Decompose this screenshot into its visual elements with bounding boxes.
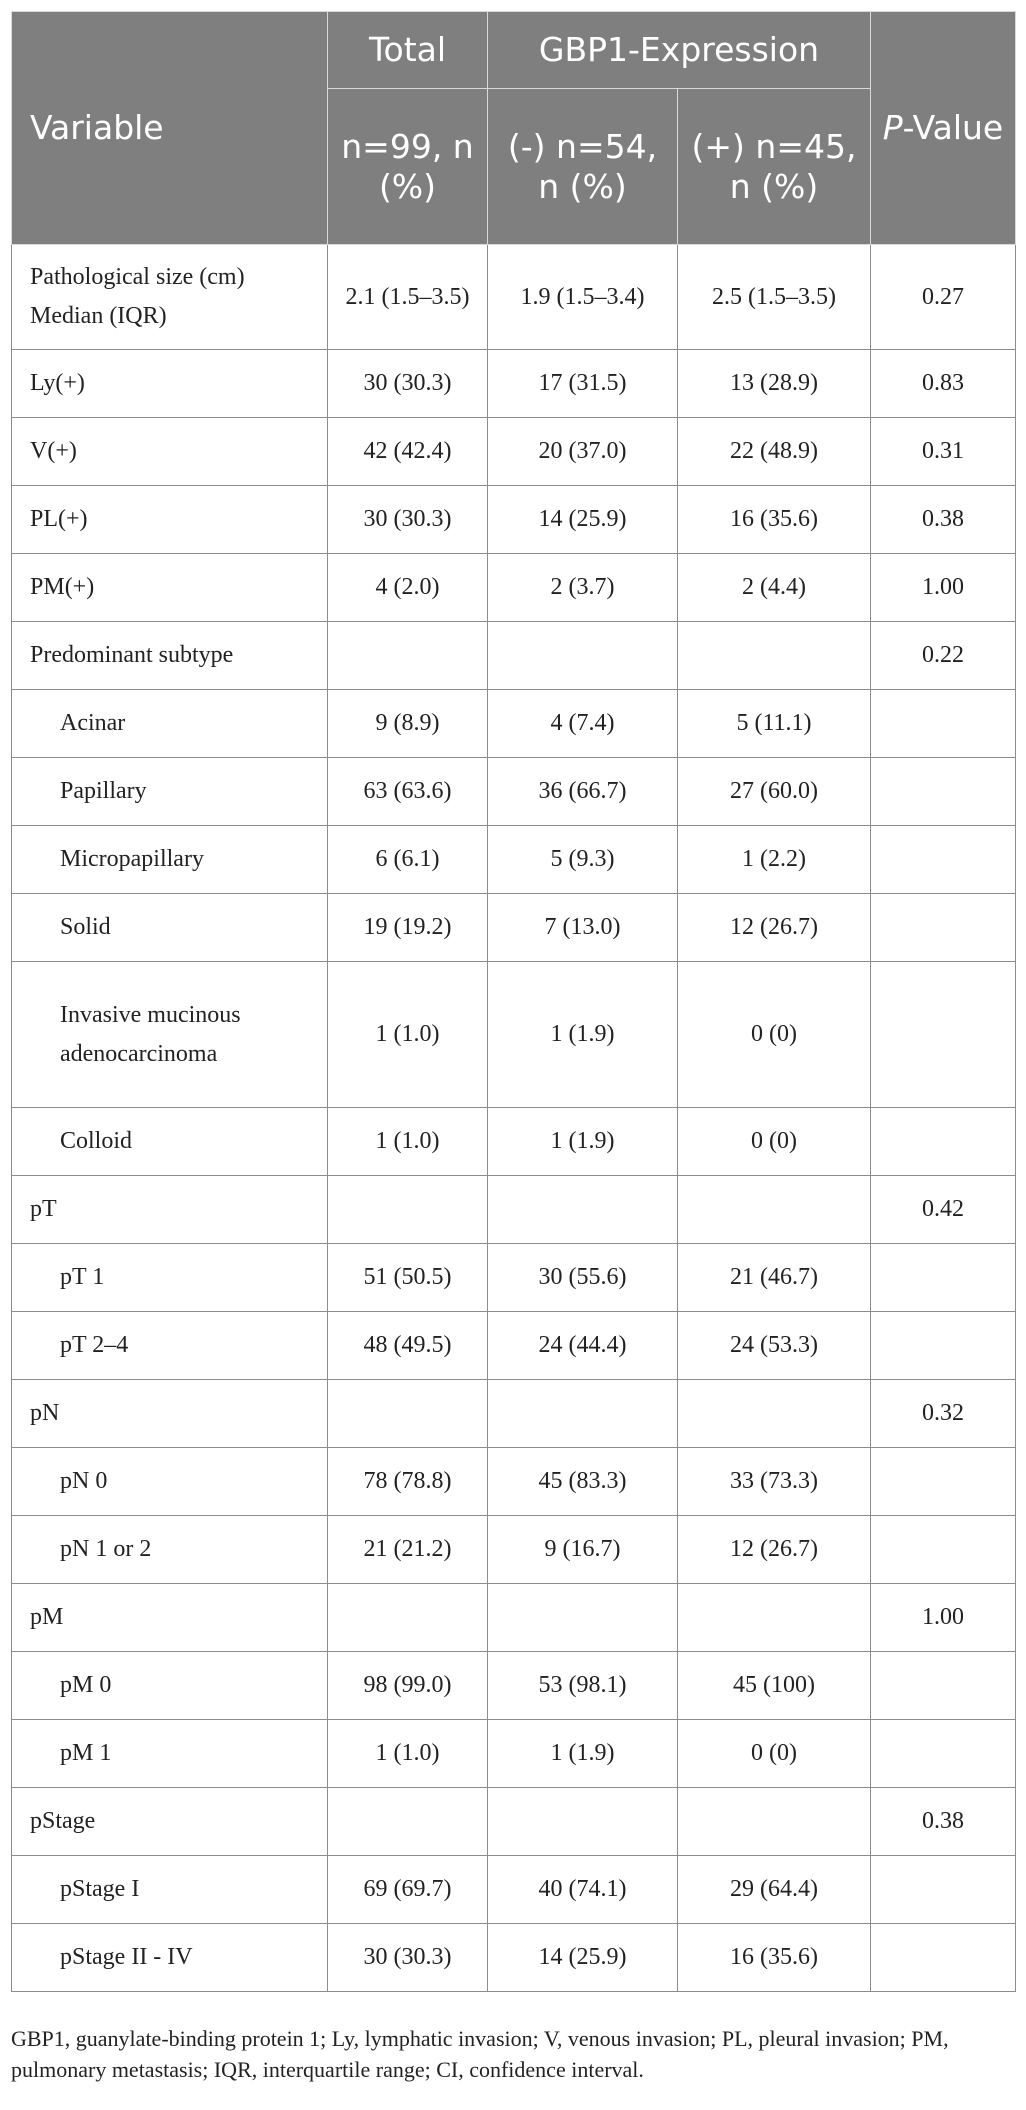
cell-total: 63 (63.6) [328, 758, 488, 826]
cell-p-value: 1.00 [871, 554, 1016, 622]
cell-total: 42 (42.4) [328, 418, 488, 486]
cell-variable: Acinar [12, 690, 328, 758]
cell-total: 69 (69.7) [328, 1856, 488, 1924]
table-row [12, 1448, 1016, 1516]
cell-variable: pStage [12, 1788, 328, 1856]
cell-gbp1-positive: 45 (100) [678, 1652, 871, 1720]
cell-total: 6 (6.1) [328, 826, 488, 894]
header-row-top [12, 12, 1016, 89]
cell-gbp1-negative: 24 (44.4) [488, 1312, 678, 1380]
cell-gbp1-positive [678, 1380, 871, 1448]
table-row [12, 1244, 1016, 1312]
cell-p-value [871, 758, 1016, 826]
table-row [12, 245, 1016, 350]
cell-gbp1-positive: 5 (11.1) [678, 690, 871, 758]
cell-p-value [871, 1448, 1016, 1516]
header-negative-n: (-) n=54, n (%) [488, 89, 678, 245]
table-row [12, 1176, 1016, 1244]
cell-gbp1-negative: 1.9 (1.5–3.4) [488, 245, 678, 350]
cell-gbp1-positive: 33 (73.3) [678, 1448, 871, 1516]
cell-variable: Solid [12, 894, 328, 962]
cell-gbp1-positive: 13 (28.9) [678, 350, 871, 418]
cell-gbp1-negative: 40 (74.1) [488, 1856, 678, 1924]
cell-variable: pN 1 or 2 [12, 1516, 328, 1584]
header-p-value [871, 12, 1016, 245]
cell-gbp1-positive: 0 (0) [678, 962, 871, 1108]
table-row [12, 1788, 1016, 1856]
cell-p-value [871, 1516, 1016, 1584]
header-p-value-p: P [882, 108, 903, 147]
cell-variable: pN 0 [12, 1448, 328, 1516]
table-row [12, 1924, 1016, 1992]
cell-gbp1-positive: 2.5 (1.5–3.5) [678, 245, 871, 350]
cell-total: 1 (1.0) [328, 1108, 488, 1176]
table-row [12, 554, 1016, 622]
cell-total: 78 (78.8) [328, 1448, 488, 1516]
cell-variable: pN [12, 1380, 328, 1448]
cell-gbp1-positive: 27 (60.0) [678, 758, 871, 826]
table-row [12, 1720, 1016, 1788]
cell-total: 98 (99.0) [328, 1652, 488, 1720]
cell-variable: Predominant subtype [12, 622, 328, 690]
cell-gbp1-negative: 53 (98.1) [488, 1652, 678, 1720]
cell-variable: Pathological size (cm) Median (IQR) [12, 245, 328, 350]
cell-gbp1-positive: 1 (2.2) [678, 826, 871, 894]
cell-variable: Micropapillary [12, 826, 328, 894]
table-footnote: GBP1, guanylate-binding protein 1; Ly, lymphatic invasion; V, venous invasion; PL, pleural invasion; PM, pulmonary metastasis; IQR, interquartile range; CI, confidence interval. [11, 2026, 949, 2082]
cell-p-value [871, 1720, 1016, 1788]
cell-p-value [871, 1244, 1016, 1312]
cell-gbp1-negative: 45 (83.3) [488, 1448, 678, 1516]
cell-gbp1-negative: 30 (55.6) [488, 1244, 678, 1312]
cell-p-value: 0.42 [871, 1176, 1016, 1244]
cell-p-value: 0.27 [871, 245, 1016, 350]
cell-gbp1-negative: 1 (1.9) [488, 962, 678, 1108]
table-row [12, 1380, 1016, 1448]
cell-variable: pStage II - IV [12, 1924, 328, 1992]
table-row [12, 894, 1016, 962]
cell-total: 48 (49.5) [328, 1312, 488, 1380]
cell-total [328, 1380, 488, 1448]
table-row [12, 758, 1016, 826]
cell-variable: V(+) [12, 418, 328, 486]
cell-total: 30 (30.3) [328, 486, 488, 554]
cell-gbp1-positive [678, 1788, 871, 1856]
cell-gbp1-negative [488, 622, 678, 690]
table-row [12, 826, 1016, 894]
cell-gbp1-negative: 7 (13.0) [488, 894, 678, 962]
cell-gbp1-negative [488, 1380, 678, 1448]
cell-gbp1-negative: 17 (31.5) [488, 350, 678, 418]
cell-total [328, 1788, 488, 1856]
header-positive-n: (+) n=45, n (%) [678, 89, 871, 245]
cell-variable: PM(+) [12, 554, 328, 622]
cell-gbp1-positive [678, 1584, 871, 1652]
cell-gbp1-negative: 5 (9.3) [488, 826, 678, 894]
cell-variable: Invasive mucinous adenocarcinoma [12, 962, 328, 1108]
cell-variable: pM [12, 1584, 328, 1652]
table-row [12, 622, 1016, 690]
cell-total [328, 622, 488, 690]
cell-gbp1-negative: 9 (16.7) [488, 1516, 678, 1584]
cell-gbp1-negative: 1 (1.9) [488, 1720, 678, 1788]
cell-gbp1-positive: 24 (53.3) [678, 1312, 871, 1380]
header-variable: Variable [12, 12, 328, 245]
cell-total: 2.1 (1.5–3.5) [328, 245, 488, 350]
cell-total: 30 (30.3) [328, 350, 488, 418]
table-row [12, 1312, 1016, 1380]
table-row [12, 1516, 1016, 1584]
cell-variable: Ly(+) [12, 350, 328, 418]
header-total-n: n=99, n (%) [328, 89, 488, 245]
cell-gbp1-positive: 2 (4.4) [678, 554, 871, 622]
cell-gbp1-negative [488, 1584, 678, 1652]
table-header [12, 12, 1016, 245]
cell-p-value: 0.38 [871, 1788, 1016, 1856]
cell-p-value: 0.22 [871, 622, 1016, 690]
table-row [12, 690, 1016, 758]
cell-total: 1 (1.0) [328, 962, 488, 1108]
cell-p-value: 0.31 [871, 418, 1016, 486]
cell-variable: pT 1 [12, 1244, 328, 1312]
cell-p-value [871, 826, 1016, 894]
table-row [12, 1856, 1016, 1924]
cell-total: 9 (8.9) [328, 690, 488, 758]
cell-gbp1-positive: 16 (35.6) [678, 1924, 871, 1992]
cell-p-value [871, 1108, 1016, 1176]
cell-gbp1-positive: 29 (64.4) [678, 1856, 871, 1924]
cell-p-value: 0.38 [871, 486, 1016, 554]
cell-variable: PL(+) [12, 486, 328, 554]
cell-total: 51 (50.5) [328, 1244, 488, 1312]
cell-p-value [871, 1652, 1016, 1720]
table-body [12, 245, 1016, 1992]
cell-gbp1-positive: 12 (26.7) [678, 894, 871, 962]
cell-variable: pStage I [12, 1856, 328, 1924]
cell-gbp1-positive: 16 (35.6) [678, 486, 871, 554]
cell-variable: pM 0 [12, 1652, 328, 1720]
cell-total [328, 1176, 488, 1244]
cell-p-value [871, 962, 1016, 1108]
cell-total: 21 (21.2) [328, 1516, 488, 1584]
cell-variable: pT 2–4 [12, 1312, 328, 1380]
header-gbp1-expression: GBP1-Expression [488, 12, 871, 89]
cell-p-value: 0.83 [871, 350, 1016, 418]
cell-gbp1-positive [678, 622, 871, 690]
table-row [12, 350, 1016, 418]
cell-gbp1-negative: 14 (25.9) [488, 1924, 678, 1992]
cell-p-value: 0.32 [871, 1380, 1016, 1448]
cell-gbp1-negative: 2 (3.7) [488, 554, 678, 622]
table-row [12, 1584, 1016, 1652]
cell-gbp1-negative: 1 (1.9) [488, 1108, 678, 1176]
data-table-container [11, 11, 1015, 1992]
cell-total: 30 (30.3) [328, 1924, 488, 1992]
cell-gbp1-positive [678, 1176, 871, 1244]
cell-p-value [871, 1924, 1016, 1992]
cell-gbp1-negative: 4 (7.4) [488, 690, 678, 758]
cell-p-value [871, 894, 1016, 962]
cell-gbp1-positive: 12 (26.7) [678, 1516, 871, 1584]
cell-p-value [871, 1312, 1016, 1380]
cell-gbp1-positive: 0 (0) [678, 1108, 871, 1176]
cell-gbp1-negative: 36 (66.7) [488, 758, 678, 826]
table-row [12, 1652, 1016, 1720]
cell-variable: pT [12, 1176, 328, 1244]
cell-gbp1-negative: 14 (25.9) [488, 486, 678, 554]
cell-p-value [871, 690, 1016, 758]
cell-gbp1-negative: 20 (37.0) [488, 418, 678, 486]
cell-p-value [871, 1856, 1016, 1924]
table-row [12, 962, 1016, 1108]
data-table [11, 11, 1016, 1992]
table-row [12, 486, 1016, 554]
table-row [12, 1108, 1016, 1176]
table-row [12, 418, 1016, 486]
cell-total: 1 (1.0) [328, 1720, 488, 1788]
cell-total: 4 (2.0) [328, 554, 488, 622]
header-p-value-rest: -Value [902, 108, 1004, 147]
cell-gbp1-negative [488, 1788, 678, 1856]
cell-variable: Papillary [12, 758, 328, 826]
cell-gbp1-positive: 0 (0) [678, 1720, 871, 1788]
cell-p-value: 1.00 [871, 1584, 1016, 1652]
header-total: Total [328, 12, 488, 89]
cell-gbp1-positive: 22 (48.9) [678, 418, 871, 486]
cell-total [328, 1584, 488, 1652]
cell-variable: pM 1 [12, 1720, 328, 1788]
cell-total: 19 (19.2) [328, 894, 488, 962]
cell-gbp1-positive: 21 (46.7) [678, 1244, 871, 1312]
cell-variable: Colloid [12, 1108, 328, 1176]
cell-gbp1-negative [488, 1176, 678, 1244]
